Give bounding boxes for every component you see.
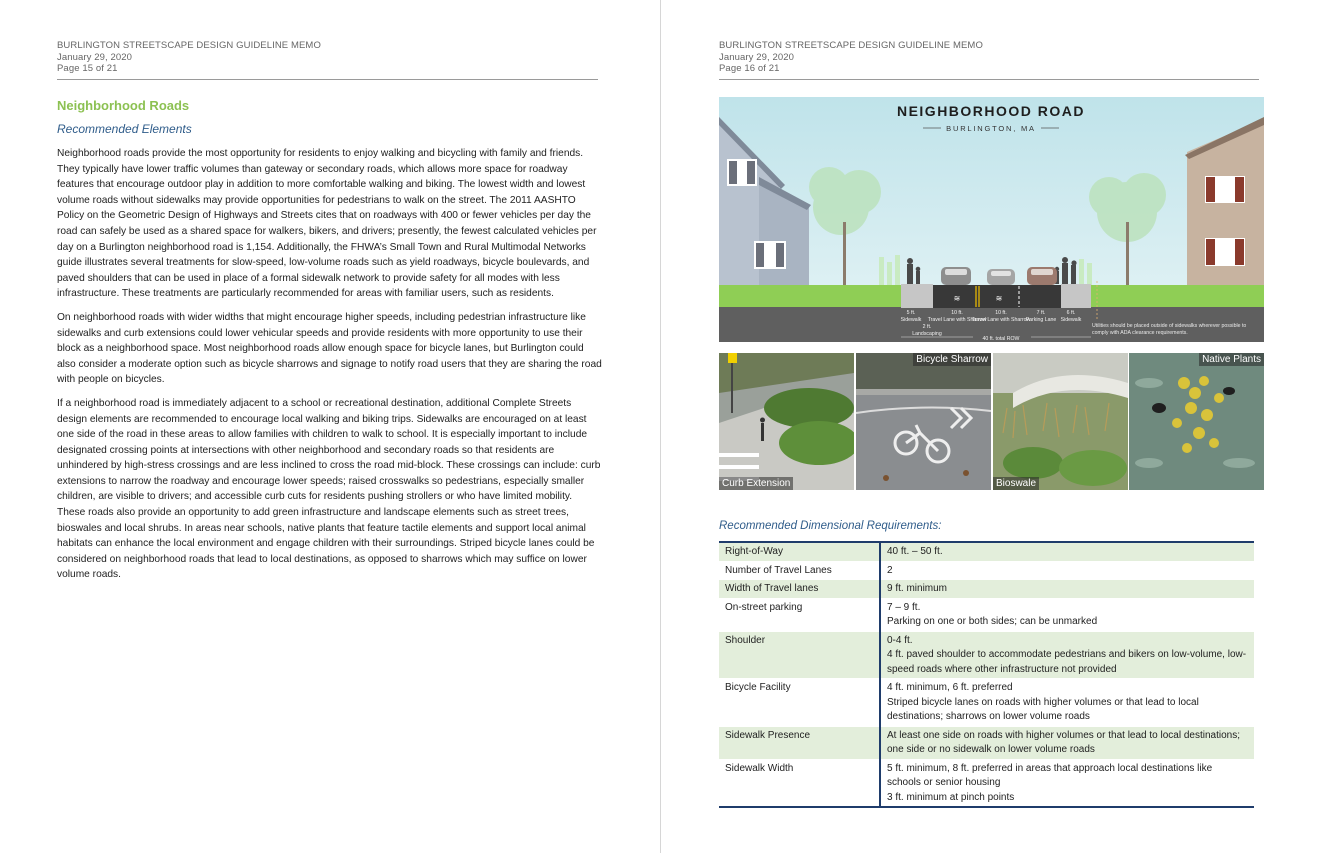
photo-bicycle-sharrow [856,353,991,490]
dimension-label: Travel Lane with Sharrow [971,317,1031,323]
header-page-number: Page 16 of 21 [719,63,780,74]
figure-title: NEIGHBORHOOD ROAD [896,103,1086,119]
photo-native-plants [1129,353,1264,490]
requirements-table [719,541,1254,808]
table-row [719,542,1254,561]
requirement-value: 40 ft. – 50 ft. [880,542,1254,561]
requirement-value: At least one side on roads with higher volumes or that lead to local destinations; one side or no sidewalk on lower volume roads [880,726,1254,759]
section-title: Neighborhood Roads [57,98,190,113]
dimension-value: 10 ft. [995,310,1007,316]
requirement-value: 9 ft. minimum [880,580,1254,599]
dimension-value: 6 ft. [1066,310,1076,316]
paragraph: If a neighborhood road is immediately adjacent to a school or recreational destination, additional Complete Streets design elements are recommended to encourage local walking and biking trips. Sidewalks are encouraged on at least one side of the road in these areas to allow families with children to walk to school. It is especially important to include designated crossing points at intersections with other neighborhood and secondary roads so that residents are unhindered by high-stress crossings and are less inclined to cross the road mid-block. These crossings can include: curb extensions to narrow the roadway and encourage lower speeds; raised crosswalks so pedestrians, especially smaller children, are visible to drivers; and accessible curb cuts for residents pushing strollers or who have limited mobility. These roads also provide an opportunity to add green infrastructure and landscape elements such as street trees, bioswales and local shrubs. In areas near schools, native plants that feature tactile elements and support local animal habitats can enhance the local environment and engage children with their surroundings. Striped bicycle lanes could be considered on neighborhood roads that lead to local destinations, as opposed to sharrows which may suffice on lower volume roads. [57,397,601,581]
figure-subtitle: BURLINGTON, MA [946,124,1036,133]
street-section-figure [719,97,1264,342]
header-rule [57,79,598,80]
table-row [719,726,1254,759]
photo-row [719,353,1264,490]
dimension-label: Sidewalk [1060,317,1082,323]
table-row [719,561,1254,580]
header-page-number: Page 15 of 21 [57,63,118,74]
header-rule [719,79,1259,80]
dimension-value: 10 ft. [951,310,963,316]
photo-caption: Bioswale [993,477,1039,490]
subsection-title: Recommended Elements [57,122,192,136]
dimension-label: Landscaping [912,331,942,337]
dimension-label: Travel Lane with Sharrow [927,317,987,323]
photo-bioswale [993,353,1128,490]
photo-caption: Bicycle Sharrow [913,353,991,366]
figure-note: Utilities should be placed outside of sidewalks wherever possible to comply with ADA clearance requirements. [1092,323,1247,336]
requirement-label: Sidewalk Presence [719,726,880,759]
dimension-label: Sidewalk [900,317,922,323]
table-row [719,580,1254,599]
requirement-label: Number of Travel Lanes [719,561,880,580]
dimension-value: 2 ft. [922,324,932,330]
body-text [57,146,602,591]
street-section-illustration [719,97,1264,342]
header-date: January 29, 2020 [719,51,795,63]
paragraph: Neighborhood roads provide the most opportunity for residents to enjoy walking and bicycling with family and friends. They typically have lower traffic volumes than gateway or secondary roads, which allows more space for roadway features that encourage outdoor play in addition to more comfortable walking and biking. The lowest width and lowest volume roads without sidewalks may provide opportunities for pedestrians to walk on the street. The 2011 AASHTO Policy on the Geometric Design of Highways and Streets cites that on roadways with 400 or fewer vehicles per day the road can safely be used as a shared space for walkers, bikers, and drivers; presently, the fewest calculated vehicles per day on a Burlington neighborhood road is 1,154. Additionally, the FHWA’s Small Town and Rural Multimodal Networks guide illustrates several treatments for slow-speed, low-volume roads such as yield roadways, bicycle boulevards, and paved shoulders that can be used in place of a formal sidewalk network to provide safety for all modes with less infrastructure. These treatments are particularly recommended for areas with familiar users, such as residents. [57,148,597,300]
requirement-label: Sidewalk Width [719,759,880,807]
requirement-value: 5 ft. minimum, 8 ft. preferred in areas that approach local destinations like schools or senior housing 3 ft. minimum at pinch points [880,759,1254,807]
requirement-label: On-street parking [719,598,880,631]
requirement-label: Right-of-Way [719,542,880,561]
total-row-label: 40 ft. total ROW [982,336,1020,342]
header-title: BURLINGTON STREETSCAPE DESIGN GUIDELINE MEMO [57,40,321,51]
requirements-title: Recommended Dimensional Requirements: [719,520,942,532]
photo-caption: Curb Extension [719,477,793,490]
requirement-label: Shoulder [719,631,880,679]
requirement-value: 0-4 ft. 4 ft. paved shoulder to accommodate pedestrians and bikers on low-volume, low-speed roads where other infrastructure not provided [880,631,1254,679]
table-row [719,679,1254,727]
requirement-value: 2 [880,561,1254,580]
table-row [719,759,1254,807]
svg-text:≋: ≋ [995,294,1003,303]
dimension-value: 5 ft. [906,310,916,316]
page-header [57,40,598,75]
requirement-value: 7 – 9 ft. Parking on one or both sides; can be unmarked [880,598,1254,631]
requirement-value: 4 ft. minimum, 6 ft. preferred Striped bicycle lanes on roads with higher volumes or that lead to local destinations; sharrows on lower volume roads [880,679,1254,727]
svg-text:≋: ≋ [953,294,961,303]
header-title: BURLINGTON STREETSCAPE DESIGN GUIDELINE MEMO [719,40,983,51]
paragraph: On neighborhood roads with wider widths that might encourage higher speeds, including pedestrian infrastructure like sidewalks and curb extensions could lower vehicular speeds and provide residents with more opportunity to use their block as a neighborhood space. Most neighborhood roads allow enough space for bicycle lanes, but Burlington could also consider a moderate option such as bicycle sharrows and signage to notify road users that they are sharing the road with people on bicycles. [57,311,602,386]
page-gutter [660,0,661,853]
dimension-label: Parking Lane [1025,317,1057,323]
dimension-value: 7 ft. [1036,310,1046,316]
requirement-label: Width of Travel lanes [719,580,880,599]
requirement-label: Bicycle Facility [719,679,880,727]
header-date: January 29, 2020 [57,51,133,63]
photo-curb-extension [719,353,854,490]
photo-caption: Native Plants [1199,353,1264,366]
table-row [719,631,1254,679]
page-header [719,40,1264,75]
table-row [719,598,1254,631]
